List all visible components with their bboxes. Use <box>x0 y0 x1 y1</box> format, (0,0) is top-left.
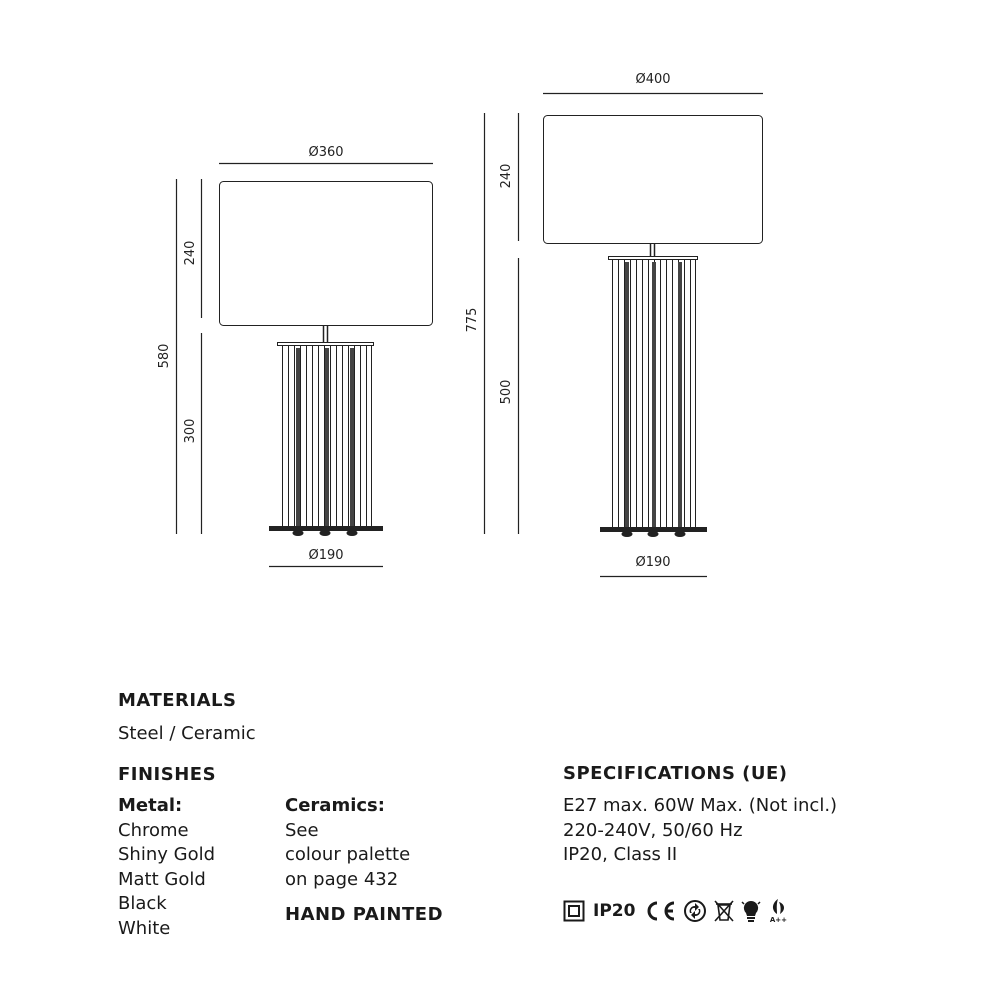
lamp-small-drawing <box>177 164 434 567</box>
dim-large-total-height: 775 <box>465 307 480 333</box>
lamp-small-top-cap <box>278 343 374 346</box>
dim-small-shade-height: 240 <box>183 240 198 266</box>
specifications-list <box>563 794 837 868</box>
spec-line: IP20, Class II <box>563 844 678 865</box>
certification-icons <box>563 897 789 925</box>
dim-large-shade-height: 240 <box>499 163 514 189</box>
ceramics-finishes <box>285 794 410 892</box>
metal-finishes-list <box>118 794 215 941</box>
finishes-heading: FINISHES <box>118 764 217 785</box>
lamp-large-shade <box>544 116 763 244</box>
metal-item: Matt Gold <box>118 868 206 890</box>
dim-small-total-height: 580 <box>157 343 172 369</box>
ceramics-heading: Ceramics: <box>285 795 385 816</box>
lamp-small-base-plate <box>270 527 383 531</box>
dim-small-base-height: 300 <box>183 418 198 444</box>
dim-large-base-diameter: Ø190 <box>635 555 671 570</box>
metal-item: Black <box>118 893 167 914</box>
ce-mark-icon <box>643 900 677 922</box>
ceramics-line: colour palette <box>285 844 411 865</box>
lamp-large-top-cap <box>609 257 698 260</box>
dim-small-shade-diameter: Ø360 <box>308 145 344 160</box>
led-bulb-icon <box>741 898 761 924</box>
energy-class-label: A++ <box>769 916 788 924</box>
recycle-icon <box>683 899 707 923</box>
metal-item: Chrome <box>118 819 189 841</box>
specifications-heading: SPECIFICATIONS (UE) <box>563 763 788 784</box>
ceramics-line: on page 432 <box>285 868 399 890</box>
hand-painted-label: HAND PAINTED <box>285 904 444 925</box>
spec-line: E27 max. 60W Max. (Not incl.) <box>563 795 838 816</box>
dim-small-base-diameter: Ø190 <box>308 548 344 563</box>
metal-item: White <box>118 917 171 939</box>
metal-heading: Metal: <box>118 795 183 816</box>
ceramics-line: See <box>285 819 319 841</box>
materials-value: Steel / Ceramic <box>118 723 256 744</box>
spec-line: 220-240V, 50/60 Hz <box>563 819 743 841</box>
dim-large-base-height: 500 <box>499 379 514 405</box>
dim-large-shade-diameter: Ø400 <box>635 72 671 87</box>
ip20-label: IP20 <box>593 901 636 921</box>
class-ii-icon <box>563 900 585 922</box>
metal-item: Shiny Gold <box>118 844 216 865</box>
weee-bin-icon <box>713 899 735 923</box>
lamp-small-shade <box>220 182 433 326</box>
materials-heading: MATERIALS <box>118 690 237 711</box>
lamp-large-base-plate <box>601 528 707 532</box>
energy-leaf-icon <box>767 898 789 924</box>
lamp-large-drawing <box>485 94 764 577</box>
